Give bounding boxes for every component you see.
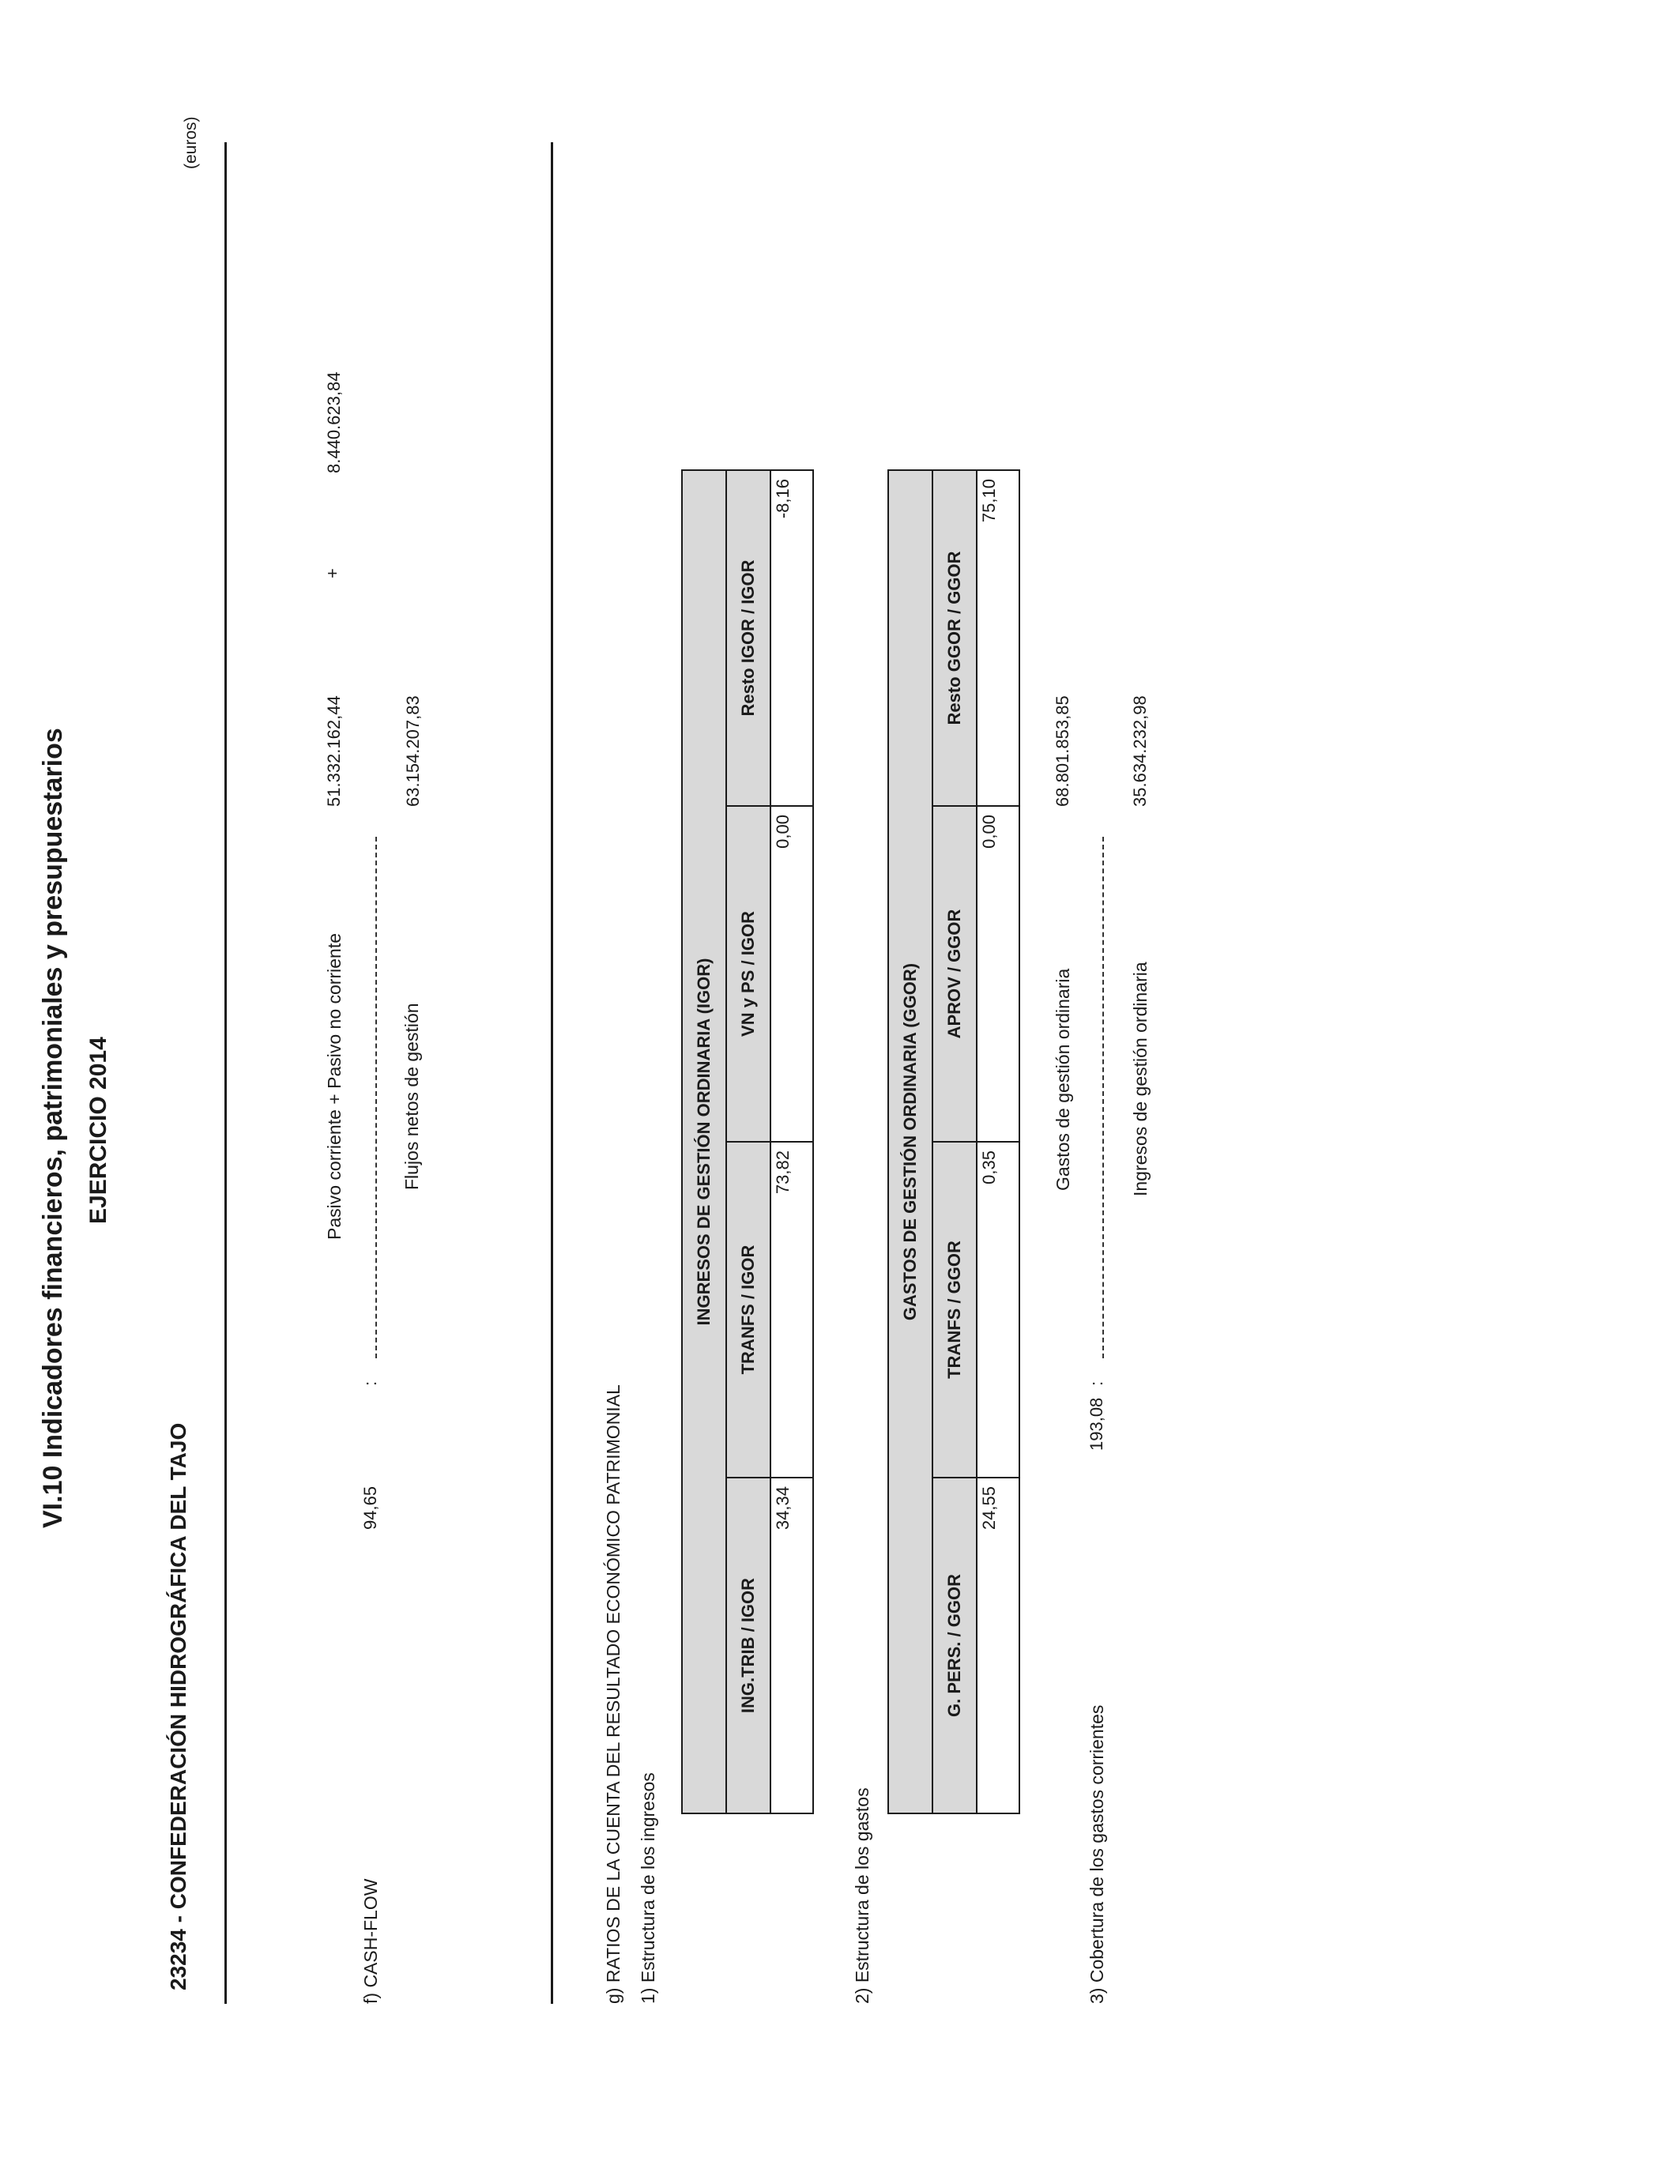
expenses-val-tranfs: 0,35: [977, 1142, 1019, 1478]
income-structure-label: 1) Estructura de los ingresos: [638, 1772, 658, 2004]
income-structure-table: [681, 469, 814, 1814]
expenses-val-g-pers: 24,55: [977, 1478, 1019, 1813]
expenses-col-resto: Resto GGOR / GGOR: [932, 470, 977, 806]
cash-flow-numerator-label: Pasivo corriente + Pasivo no corriente: [324, 932, 345, 1240]
coverage-numerator-label: Gastos de gestión ordinaria: [1053, 968, 1073, 1191]
ratios-section-label: g) RATIOS DE LA CUENTA DEL RESULTADO ECONÓMICO PATRIMONIAL: [603, 1384, 623, 2004]
coverage-colon: :: [1087, 1380, 1106, 1386]
expenses-col-tranfs: TRANFS / GGOR: [932, 1142, 977, 1478]
coverage-fraction-line: [1102, 837, 1104, 1358]
coverage-denominator-value: 35.634.232,98: [1130, 695, 1150, 807]
section-rule: [551, 142, 553, 2004]
expenses-group-header: GASTOS DE GESTIÓN ORDINARIA (GGOR): [888, 470, 932, 1813]
income-col-resto: Resto IGOR / IGOR: [726, 470, 770, 806]
income-col-ing-trib: ING.TRIB / IGOR: [726, 1478, 770, 1813]
units-label: (euros): [182, 116, 200, 169]
cash-flow-fraction-line: [375, 837, 377, 1358]
coverage-label: 3) Cobertura de los gastos corrientes: [1087, 1704, 1107, 2004]
expenses-col-g-pers: G. PERS. / GGOR: [932, 1478, 977, 1813]
cash-flow-numerator-value1: 51.332.162,44: [324, 695, 344, 807]
income-col-vn-ps: VN y PS / IGOR: [726, 806, 770, 1142]
coverage-result: 193,08: [1087, 1397, 1106, 1451]
expenses-col-aprov: APROV / GGOR: [932, 806, 977, 1142]
coverage-denominator-label: Ingresos de gestión ordinaria: [1130, 962, 1151, 1196]
cash-flow-plus: +: [322, 568, 342, 578]
report-title: VI.10 Indicadores financieros, patrimoniales y presupuestarios: [38, 728, 68, 1528]
cash-flow-numerator-value2: 8.440.623,84: [324, 371, 344, 473]
coverage-numerator-value: 68.801.853,85: [1053, 695, 1072, 807]
cash-flow-denominator-label: Flujos netos de gestión: [401, 1003, 422, 1190]
income-group-header: INGRESOS DE GESTIÓN ORDINARIA (IGOR): [682, 470, 726, 1813]
table-row: [770, 470, 813, 1813]
cash-flow-result: 94,65: [360, 1485, 380, 1530]
expenses-structure-table: [887, 469, 1020, 1814]
expenses-structure-label: 2) Estructura de los gastos: [852, 1787, 872, 2004]
report-year: EJERCICIO 2014: [85, 1037, 111, 1224]
income-col-tranfs: TRANFS / IGOR: [726, 1142, 770, 1478]
expenses-val-resto: 75,10: [977, 470, 1019, 806]
entity-name: 23234 - CONFEDERACIÓN HIDROGRÁFICA DEL TAJO: [166, 1422, 190, 1990]
cash-flow-denominator-value: 63.154.207,83: [403, 695, 423, 807]
income-val-resto: -8,16: [770, 470, 813, 806]
cash-flow-colon: :: [360, 1380, 380, 1386]
income-val-vn-ps: 0,00: [770, 806, 813, 1142]
income-val-tranfs: 73,82: [770, 1142, 813, 1478]
income-val-ing-trib: 34,34: [770, 1478, 813, 1813]
header-rule: [224, 142, 227, 2004]
expenses-val-aprov: 0,00: [977, 806, 1019, 1142]
cash-flow-label: f) CASH-FLOW: [360, 1878, 381, 2004]
table-row: [977, 470, 1019, 1813]
